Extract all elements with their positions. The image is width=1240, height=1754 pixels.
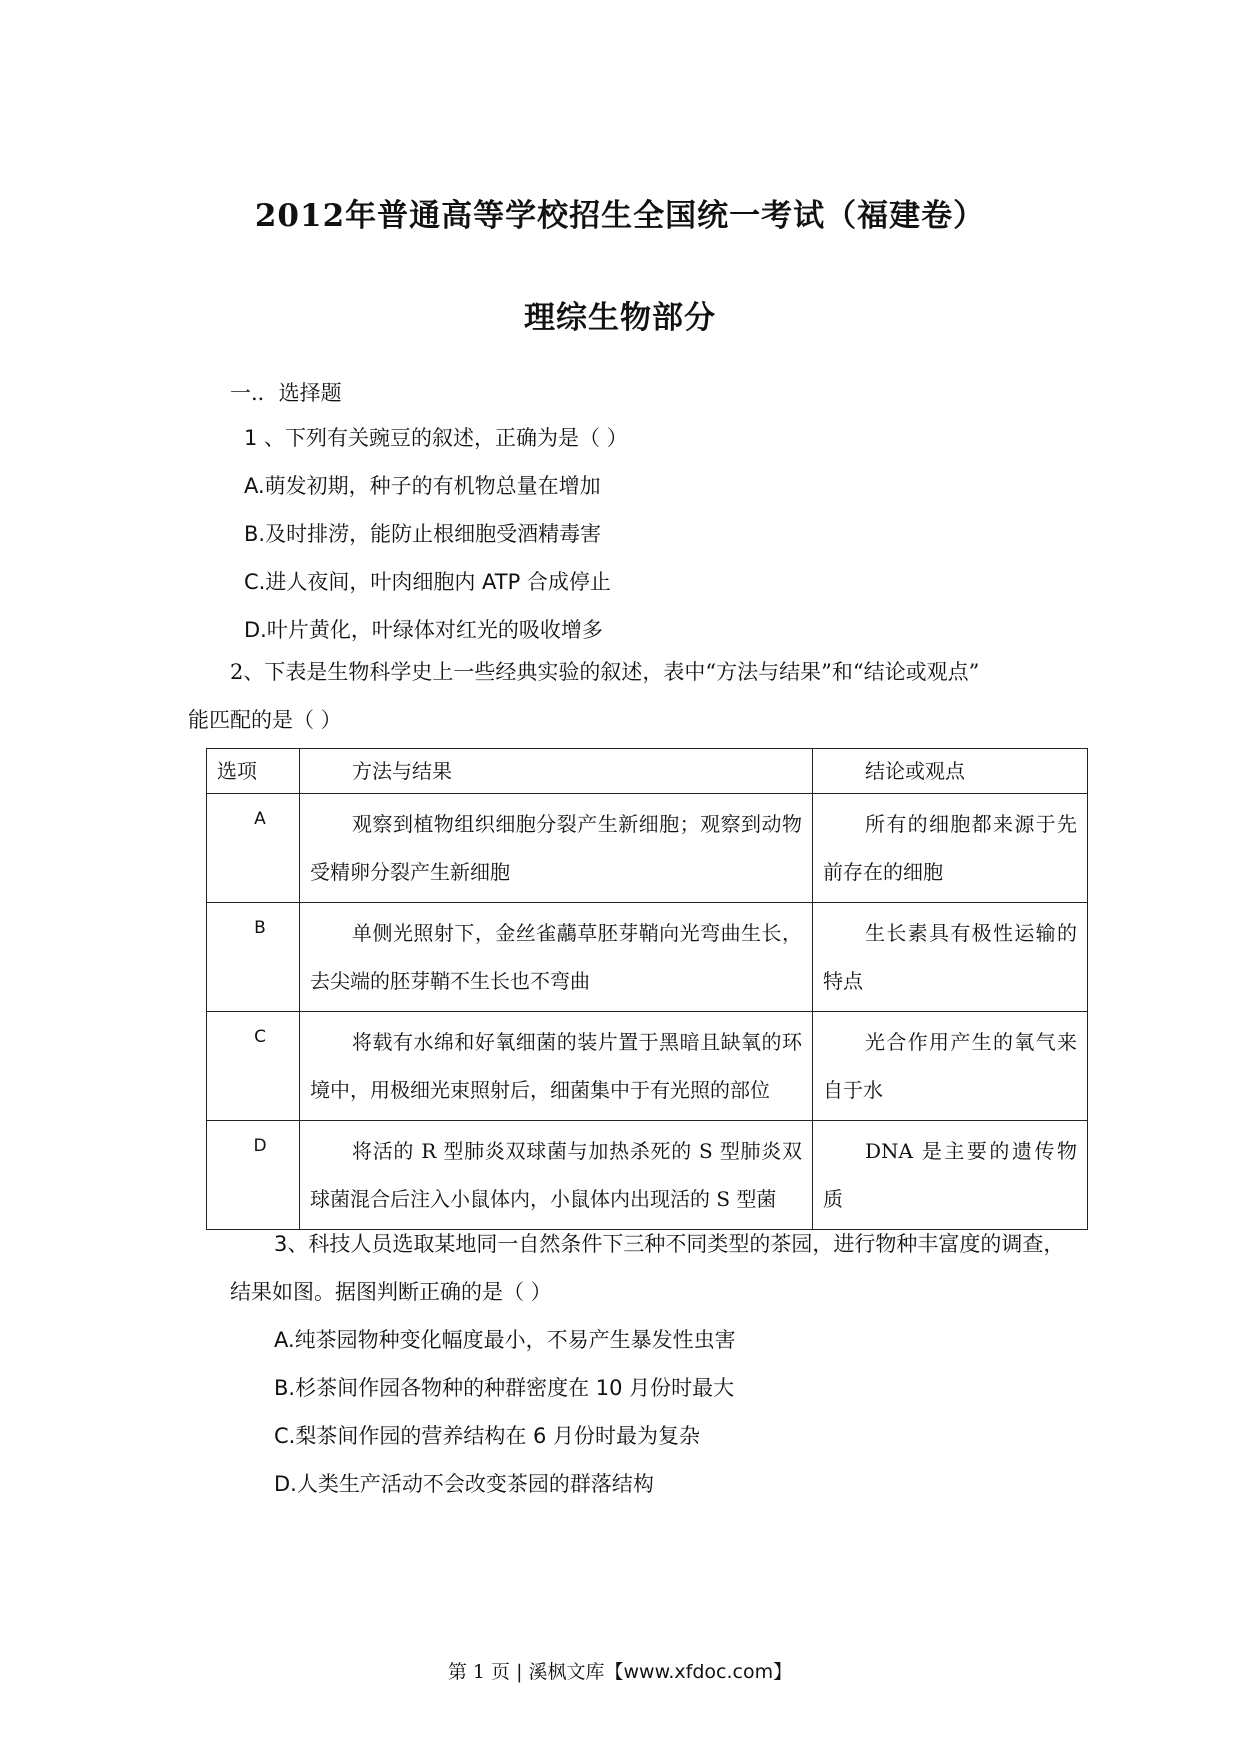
question-3-stem-line1: 3、科技人员选取某地同一自然条件下三种不同类型的茶园，进行物种丰富度的调查， (274, 1232, 1065, 1256)
question-1-stem: 1 、下列有关豌豆的叙述，正确为是（ ） (244, 426, 628, 450)
question-2-stem-line2: 能匹配的是（ ） (188, 708, 342, 732)
experiment-table (206, 748, 1088, 1230)
row-method: 将载有水绵和好氧细菌的装片置于黑暗且缺氧的环境中，用极细光束照射后，细菌集中于有光照的部位 (300, 1012, 813, 1121)
question-1-option-c: C.进人夜间，叶肉细胞内 ATP 合成停止 (244, 570, 611, 594)
row-conclusion: 所有的细胞都来源于先前存在的细胞 (813, 794, 1088, 903)
row-option: D (207, 1121, 300, 1230)
header-method: 方法与结果 (300, 749, 813, 794)
page-subtitle: 理综生物部分 (524, 300, 716, 336)
row-conclusion: DNA 是主要的遗传物质 (813, 1121, 1088, 1230)
footer-url: 【www.xfdoc.com】 (604, 1661, 793, 1683)
question-3-stem-line2: 结果如图。据图判断正确的是（ ） (230, 1280, 552, 1304)
table-row (207, 794, 1088, 903)
page-title: 2012年普通高等学校招生全国统一考试（福建卷） (254, 198, 986, 234)
row-option: C (207, 1012, 300, 1121)
row-option: A (207, 794, 300, 903)
question-3-option-d: D.人类生产活动不会改变茶园的群落结构 (274, 1472, 654, 1496)
table-header-row (207, 749, 1088, 794)
row-conclusion: 光合作用产生的氧气来自于水 (813, 1012, 1088, 1121)
header-conclusion: 结论或观点 (813, 749, 1088, 794)
table-row (207, 1012, 1088, 1121)
row-method: 观察到植物组织细胞分裂产生新细胞；观察到动物受精卵分裂产生新细胞 (300, 794, 813, 903)
section-heading: 一.．选择题 (230, 381, 342, 405)
question-3-option-c: C.梨茶间作园的营养结构在 6 月份时最为复杂 (274, 1424, 701, 1448)
question-1-option-a: A.萌发初期，种子的有机物总量在增加 (244, 474, 601, 498)
row-conclusion: 生长素具有极性运输的特点 (813, 903, 1088, 1012)
question-1-option-b: B.及时排涝，能防止根细胞受酒精毒害 (244, 522, 602, 546)
question-3-option-a: A.纯茶园物种变化幅度最小，不易产生暴发性虫害 (274, 1328, 736, 1352)
footer-page-label: 第 1 页 | 溪枫文库 (447, 1661, 605, 1683)
table-row (207, 1121, 1088, 1230)
question-3-option-b: B.杉茶间作园各物种的种群密度在 10 月份时最大 (274, 1376, 735, 1400)
row-option: B (207, 903, 300, 1012)
page-footer (0, 1657, 1240, 1684)
row-method: 单侧光照射下，金丝雀虉草胚芽鞘向光弯曲生长，去尖端的胚芽鞘不生长也不弯曲 (300, 903, 813, 1012)
question-2-stem-line1: 2、下表是生物科学史上一些经典实验的叙述，表中“方法与结果”和“结论或观点” (230, 660, 980, 684)
header-option: 选项 (207, 749, 300, 794)
row-method: 将活的 R 型肺炎双球菌与加热杀死的 S 型肺炎双球菌混合后注入小鼠体内，小鼠体内出现活的 S 型菌 (300, 1121, 813, 1230)
question-1-option-d: D.叶片黄化，叶绿体对红光的吸收增多 (244, 618, 603, 642)
table-row (207, 903, 1088, 1012)
